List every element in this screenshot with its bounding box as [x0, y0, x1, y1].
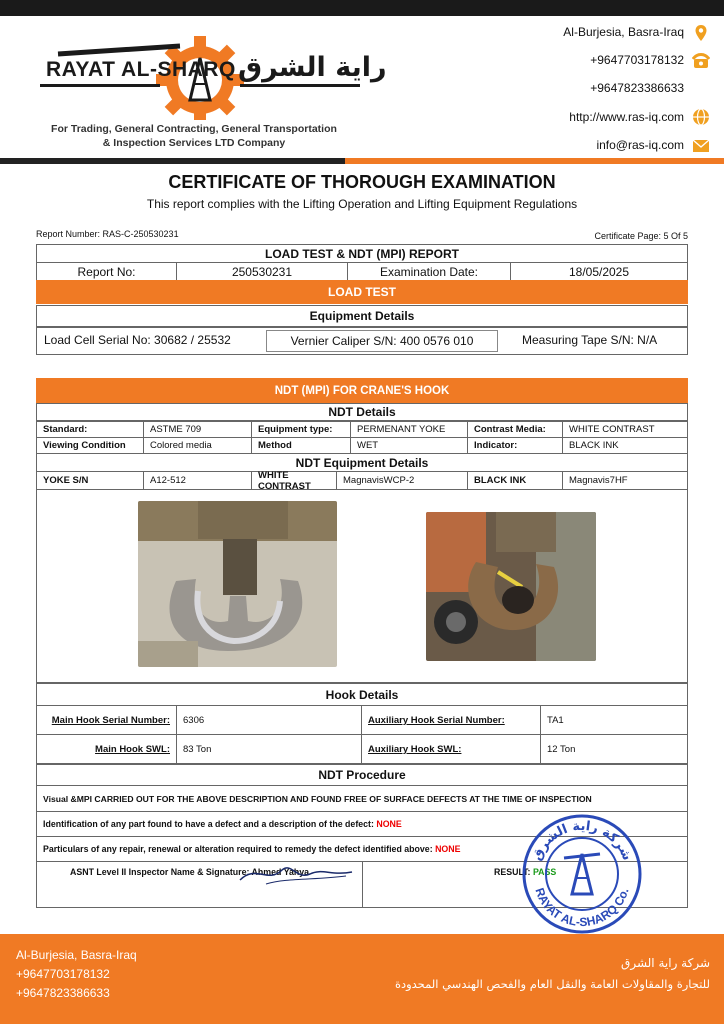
main-hook-serial-label: Main Hook Serial Number:	[36, 705, 177, 735]
equipment-type-label: Equipment type:	[251, 421, 351, 438]
globe-icon	[692, 108, 710, 126]
top-bar	[0, 0, 724, 16]
aux-hook-serial-label: Auxiliary Hook Serial Number:	[361, 705, 541, 735]
svg-text:RAYAT AL-SHARQ Co.	[532, 886, 631, 929]
yoke-label: YOKE S/N	[36, 471, 144, 490]
header-phone-1: +9647703178132	[590, 53, 684, 67]
result-value: PASS	[532, 867, 557, 877]
viewing-condition-label: Viewing Condition	[36, 437, 144, 454]
main-hook-photo	[138, 501, 337, 667]
signature-image	[236, 858, 356, 888]
exam-date-value: 18/05/2025	[510, 262, 688, 281]
aux-hook-serial-value: TA1	[540, 705, 688, 735]
equipment-details-heading: Equipment Details	[36, 305, 688, 327]
result-label: RESULT:	[494, 867, 531, 877]
standard-label: Standard:	[36, 421, 144, 438]
footer-phone-1: +9647703178132	[16, 967, 110, 981]
ndt-equipment-heading: NDT Equipment Details	[36, 453, 688, 472]
phone-icon	[692, 52, 710, 70]
yoke-value: A12-512	[143, 471, 252, 490]
company-tagline	[24, 122, 364, 150]
white-contrast-label: WHITE CONTRAST	[251, 471, 337, 490]
procedure-line-3-text: Particulars of any repair, renewal or alteration required to remedy the defect identified above:	[43, 844, 433, 854]
black-ink-label: BLACK INK	[467, 471, 563, 490]
load-cell-serial: Load Cell Serial No: 30682 / 25532	[44, 333, 231, 347]
footer-company-ar: شركة راية الشرق	[621, 956, 710, 970]
certificate-title: CERTIFICATE OF THOROUGH EXAMINATION	[168, 172, 556, 192]
auxiliary-hook-photo	[426, 512, 596, 661]
stamp-text-ar: شركة راية الشرق	[529, 818, 635, 863]
footer-description-ar: للتجارة والمقاولات العامة والنقل العام والفحص الهندسي المحدودة	[394, 977, 710, 991]
indicator-value: BLACK INK	[562, 437, 688, 454]
header-website[interactable]: http://www.ras-iq.com	[569, 110, 684, 124]
procedure-line-1: Visual &MPI CARRIED OUT FOR THE ABOVE DESCRIPTION AND FOUND FREE OF SURFACE DEFECTS AT THE TIME OF INSPECTION	[36, 785, 688, 812]
aux-hook-swl-label: Auxiliary Hook SWL:	[361, 734, 541, 764]
report-no-value: 250530231	[176, 262, 348, 281]
viewing-condition-value: Colored media	[143, 437, 252, 454]
company-name-en: RAYAT AL-SHARQ	[46, 58, 236, 81]
white-contrast-value: MagnavisWCP-2	[336, 471, 468, 490]
footer-phone-2: +9647823386633	[16, 986, 110, 1000]
header-address: Al-Burjesia, Basra-Iraq	[563, 25, 684, 39]
envelope-icon	[692, 137, 710, 155]
company-stamp	[520, 812, 644, 936]
main-hook-serial-value: 6306	[176, 705, 362, 735]
header-email[interactable]: info@ras-iq.com	[596, 138, 684, 152]
procedure-line-2-text: Identification of any part found to have a defect and a description of the defect:	[43, 819, 374, 829]
stamp-text-en: RAYAT AL-SHARQ Co.	[532, 885, 632, 930]
method-value: WET	[350, 437, 468, 454]
vernier-caliper-serial: Vernier Caliper S/N: 400 0576 010	[266, 330, 498, 352]
ndt-procedure-heading: NDT Procedure	[36, 764, 688, 786]
equipment-type-value: PERMENANT YOKE	[350, 421, 468, 438]
indicator-label: Indicator:	[467, 437, 563, 454]
defect-value: NONE	[376, 819, 402, 829]
exam-date-label: Examination Date:	[347, 262, 511, 281]
tagline-line-2: & Inspection Services LTD Company	[102, 137, 286, 149]
contrast-media-value: WHITE CONTRAST	[562, 421, 688, 438]
footer-address: Al-Burjesia, Basra-Iraq	[16, 948, 137, 962]
certificate-page: Certificate Page: 5 Of 5	[594, 231, 688, 241]
report-no-label: Report No:	[36, 262, 177, 281]
hook-details-heading: Hook Details	[36, 683, 688, 706]
load-test-bar: LOAD TEST	[36, 280, 688, 304]
ndt-bar: NDT (MPI) FOR CRANE'S HOOK	[36, 378, 688, 403]
load-test-report-title: LOAD TEST & NDT (MPI) REPORT	[36, 244, 688, 263]
certificate-subtitle: This report complies with the Lifting Operation and Lifting Equipment Regulations	[146, 197, 578, 211]
black-ink-value: Magnavis7HF	[562, 471, 688, 490]
header-divider	[0, 158, 724, 164]
header-phone-2: +9647823386633	[590, 81, 684, 95]
main-hook-swl-value: 83 Ton	[176, 734, 362, 764]
main-hook-swl-label: Main Hook SWL:	[36, 734, 177, 764]
method-label: Method	[251, 437, 351, 454]
standard-value: ASTME 709	[143, 421, 252, 438]
aux-hook-swl-value: 12 Ton	[540, 734, 688, 764]
location-pin-icon	[692, 24, 710, 42]
ndt-details-heading: NDT Details	[36, 403, 688, 421]
report-number: Report Number: RAS-C-250530231	[36, 229, 179, 239]
tagline-line-1: For Trading, General Contracting, General Transportation	[51, 123, 337, 135]
measuring-tape-serial: Measuring Tape S/N: N/A	[522, 333, 658, 347]
contrast-media-label: Contrast Media:	[467, 421, 563, 438]
company-name-ar: راية الشرق	[238, 52, 387, 83]
inspector-signature-line: ASNT Level II Inspector Name & Signature: Ahmed Yahya	[70, 867, 310, 877]
repair-value: NONE	[435, 844, 461, 854]
